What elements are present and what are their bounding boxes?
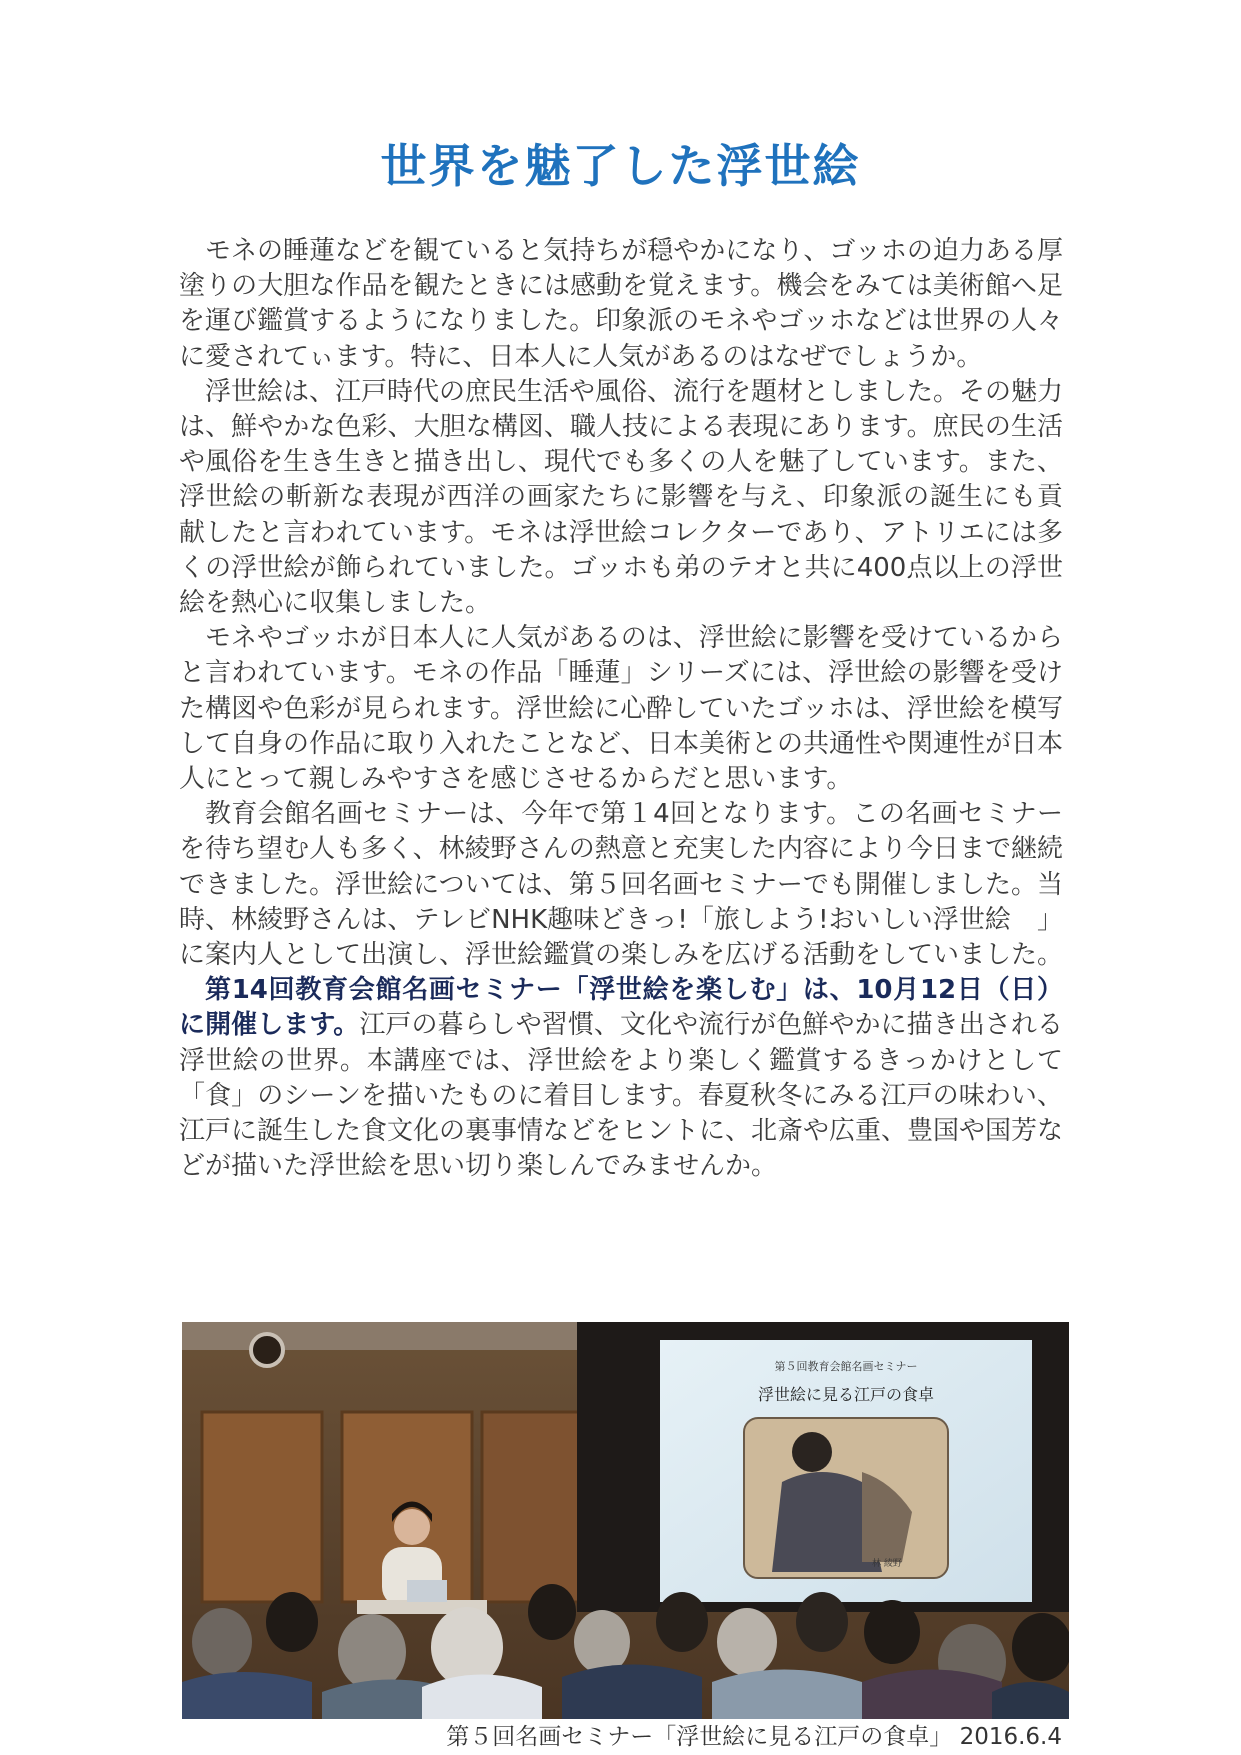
seminar-photo-illustration <box>182 1322 1069 1719</box>
seminar-photo <box>182 1322 1069 1719</box>
slide-heading: 第５回教育会館名画セミナー <box>774 1360 918 1373</box>
announcement-bold: 第14回教育会館名画セミナー「浮世絵を楽しむ」は、10月12日（日）に開催します。 <box>179 975 1063 1041</box>
paragraph-1: モネの睡蓮などを観ていると気持ちが穏やかになり、ゴッホの迫力ある厚塗りの大胆な作品を観たときには感動を覚えます。機会をみては美術館へ足を運び鑑賞するようになりました。印象派のモネやゴッホなどは世界の人々に愛されてぃます。特に、日本人に人気があるのはなぜでしょうか。 <box>179 236 1063 372</box>
paragraph-2: 浮世絵は、江戸時代の庶民生活や風俗、流行を題材としました。その魅力は、鮮やかな色彩、大胆な構図、職人技による表現にあります。庶民の生活や風俗を生き生きと描き出し、現代でも多くの人を魅了しています。また、浮世絵の斬新な表現が西洋の画家たちに影響を与え、印象派の誕生にも貢献したと言われています。モネは浮世絵コレクターであり、アトリエには多くの浮世絵が飾られていました。ゴッホも弟のテオと共に400点以上の浮世絵を熱心に収集しました。 <box>179 376 1063 619</box>
slide-title: 浮世絵に見る江戸の食卓 <box>757 1385 935 1404</box>
paragraph-3: モネやゴッホが日本人に人気があるのは、浮世絵に影響を受けているからと言われています。モネの作品「睡蓮」シリーズには、浮世絵の影響を受けた構図や色彩が見られます。浮世絵に心酔していたゴッホは、浮世絵を模写して自身の作品に取り入れたことなど、日本美術との共通性や関連性が日本人にとって親しみやすさを感じさせるからだと思います。 <box>179 623 1063 795</box>
paragraph-4: 教育会館名画セミナーは、今年で第１4回となります。この名画セミナーを待ち望む人も多く、林綾野さんの熱意と充実した内容により今日まで継続できました。浮世絵については、第５回名画セミナーでも開催しました。当時、林綾野さんは、テレビNHK趣味どきっ!「旅しよう!おいしい浮世絵 」に案内人として出演し、浮世絵鑑賞の楽しみを広げる活動をしていました。 <box>179 799 1063 971</box>
slide-credit: 林 綾野 <box>872 1559 902 1569</box>
announcement-paragraph <box>179 973 1063 1184</box>
announcement-text: 江戸の暮らしや習慣、文化や流行が色鮮やかに描き出される浮世絵の世界。本講座では、浮世絵をより楽しく鑑賞するきっかけとして「食」のシーンを描いたものに着目します。春夏秋冬にみる江戸の味わい、江戸に誕生した食文化の裏事情などをヒントに、北斎や広重、豊国や国芳などが描いた浮世絵を思い切り楽しんでみませんか。 <box>179 1010 1063 1182</box>
page-title: 世界を魅了した浮世絵 <box>380 139 861 193</box>
photo-caption: 第５回名画セミナー「浮世絵に見る江戸の食卓」 2016.6.4 <box>446 1724 1062 1750</box>
article-body <box>179 234 1063 1320</box>
